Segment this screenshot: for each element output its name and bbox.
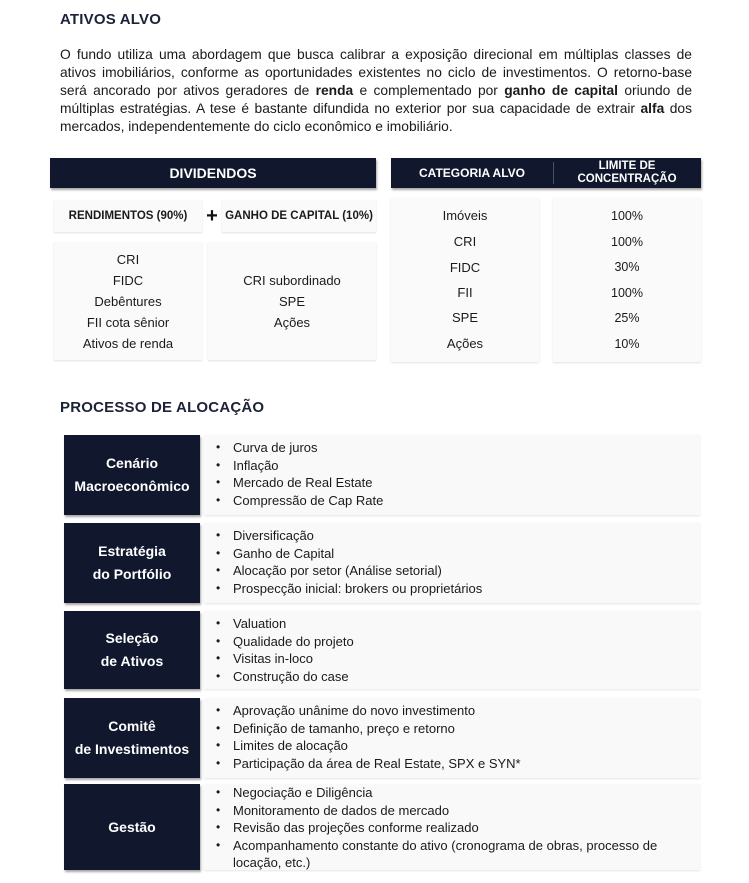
bullet-item: • Construção do case (216, 668, 694, 686)
step-label (64, 611, 200, 689)
intro-paragraph (60, 46, 692, 136)
bullet-item: • Mercado de Real Estate (216, 474, 694, 492)
bullet-item: • Diversificação (216, 527, 694, 545)
limite-cell: 100% (611, 209, 643, 223)
step-label-line1: Estratégia (98, 543, 166, 559)
step-label-line2: de Investimentos (74, 741, 190, 757)
step-label-line1: Seleção (105, 630, 159, 646)
step-label-line2: de Ativos (100, 653, 164, 669)
bullet-item: • Prospecção inicial: brokers ou proprietários (216, 580, 694, 598)
limite-concentracao-header: LIMITE DE CONCENTRAÇÃO (553, 158, 701, 188)
categoria-cell: FII (457, 285, 473, 300)
section-title-ativos-alvo: ATIVOS ALVO (60, 11, 162, 28)
bullet-item: • Qualidade do projeto (216, 633, 694, 651)
list-item: FIDC (112, 272, 144, 288)
step-label (64, 523, 200, 603)
process-step-gestao (62, 784, 702, 870)
bullet-item: • Participação da área de Real Estate, SPX e SYN* (216, 755, 694, 773)
bullet-item: • Ganho de Capital (216, 545, 694, 563)
categoria-cell: SPE (451, 310, 478, 325)
step-label (64, 698, 200, 778)
step-label-line1: Cenário (105, 455, 159, 471)
bullet-item: • Aprovação unânime do novo investimento (216, 702, 694, 720)
categoria-cell: Imóveis (442, 208, 488, 223)
step-label (64, 784, 200, 870)
step-label-line2: do Portfólio (92, 566, 172, 582)
step-bullet-list (216, 615, 694, 685)
intro-text-4: dos mercados, independentemente do ciclo econômico e imobiliário. (60, 101, 692, 134)
step-bullet-list (216, 784, 694, 872)
categoria-cell: Ações (446, 336, 484, 351)
intro-text-1: O fundo utiliza uma abordagem que busca calibrar a exposição direcional em múltiplas classes de ativos imobiliários, conforme as oportunidades existentes no ciclo de investimentos. O retorno-base será ancorado por ativos geradores de (60, 47, 692, 98)
rendimentos-list (54, 242, 202, 360)
rendimentos-label: RENDIMENTOS (90%) (54, 200, 202, 232)
bullet-item: • Inflação (216, 457, 694, 475)
categoria-cell: FIDC (449, 260, 481, 275)
list-item: SPE (278, 293, 305, 309)
process-step-selecao (62, 611, 702, 689)
limite-cell: 25% (614, 311, 640, 325)
limite-column (553, 198, 701, 362)
limite-cell: 10% (614, 337, 640, 351)
bullet-item: • Limites de alocação (216, 737, 694, 755)
bullet-item: • Revisão das projeções conforme realizado (216, 819, 694, 837)
intro-bold-ganho: ganho de capital (504, 83, 619, 98)
bullet-item: • Visitas in-loco (216, 650, 694, 668)
bullet-item: • Curva de juros (216, 439, 694, 457)
step-label-line1: Comitê (108, 718, 156, 734)
process-step-comite (62, 698, 702, 778)
intro-bold-alfa: alfa (640, 101, 665, 116)
header-divider (553, 162, 554, 184)
plus-sign: + (206, 204, 218, 227)
section-title-processo: PROCESSO DE ALOCAÇÃO (60, 399, 265, 416)
limite-cell: 30% (614, 260, 640, 274)
bullet-item: • Acompanhamento constante do ativo (cronograma de obras, processo de locação, etc.) (216, 837, 694, 872)
limite-cell: 100% (611, 235, 643, 249)
list-item: Ações (273, 314, 311, 330)
intro-text-3: oriundo de múltiplas estratégias. A tese é bastante difundida no exterior por sua capacidade de extrair (60, 83, 692, 116)
limite-cell: 100% (611, 286, 643, 300)
categoria-cell: CRI (453, 234, 477, 249)
process-step-cenario (62, 435, 702, 515)
intro-text-2: e complementado por (353, 83, 505, 98)
step-bullet-list (216, 527, 694, 597)
bullet-item: • Compressão de Cap Rate (216, 492, 694, 510)
step-bullet-list (216, 439, 694, 509)
list-item: Debêntures (94, 293, 162, 309)
list-item: CRI subordinado (243, 272, 341, 288)
list-item: Ativos de renda (82, 335, 174, 351)
ganho-capital-label: GANHO DE CAPITAL (10%) (222, 200, 376, 232)
step-bullet-list (216, 702, 694, 772)
categoria-alvo-header: CATEGORIA ALVO (391, 158, 553, 188)
step-label (64, 435, 200, 515)
bullet-item: • Alocação por setor (Análise setorial) (216, 562, 694, 580)
bullet-item: • Valuation (216, 615, 694, 633)
process-step-estrategia (62, 523, 702, 603)
step-label-line2: Macroeconômico (74, 478, 190, 494)
categoria-column (391, 198, 539, 362)
ganho-capital-list (208, 242, 376, 360)
bullet-item: • Negociação e Diligência (216, 784, 694, 802)
list-item: CRI (116, 251, 140, 267)
step-label-line1: Gestão (108, 818, 156, 835)
bullet-item: • Monitoramento de dados de mercado (216, 802, 694, 820)
bullet-item: • Definição de tamanho, preço e retorno (216, 720, 694, 738)
dividendos-header: DIVIDENDOS (50, 158, 376, 188)
intro-bold-renda: renda (315, 83, 354, 98)
list-item: FII cota sênior (86, 314, 170, 330)
